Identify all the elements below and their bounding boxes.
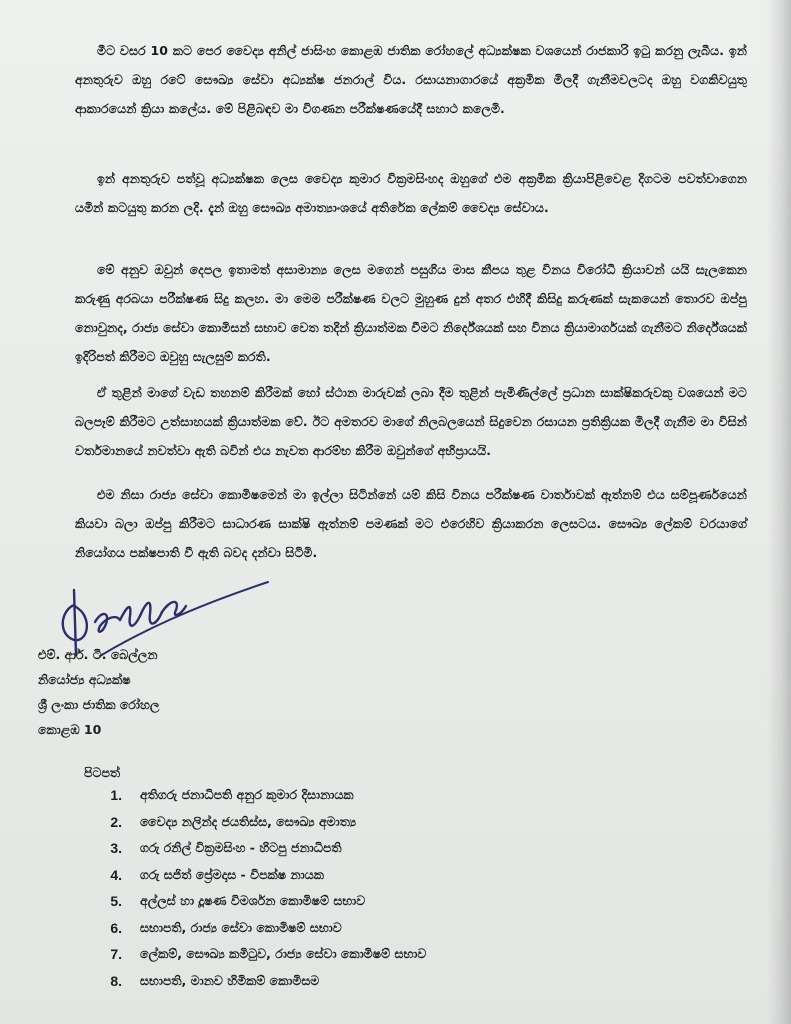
copies-item-number: 6. [110, 919, 122, 936]
copies-list [82, 782, 426, 994]
copies-list-item [82, 809, 426, 836]
copies-item-number: 2. [110, 813, 122, 830]
copies-list-item [82, 941, 426, 968]
signatory-city: කොළඹ 10 [38, 722, 102, 737]
copies-list-item [82, 968, 426, 995]
paragraph-5 [75, 480, 747, 567]
copies-item-text: ලේකම්, සෞඛ්‍ය කමිටුව, රාජ්‍ය සේවා කොමිෂම් සභාව [140, 946, 427, 962]
copies-item-text: වෛද්‍ය නලින්ද ජයතිස්ස, සෞඛ්‍ය අමාත්‍ය [140, 813, 357, 829]
paragraph-3-text: මේ අනුව ඔවුන් දෙපල ඉතාමත් අසාමාන්‍ය ලෙස මගෙන් පසුගිය මාස කීපය තුළ විනය විරෝධී ක්‍රියාවන් යයි සැලකෙන කරුණු අරබයා පරීක්ෂණ සිදු කලහ. මා මෙම පරීක්ෂණ වලට මුහුණ දුන් අතර එහිදී කිසිදු කරුණක් සැකයෙන් තොරව ඔප්පු නොවුනද, රාජ්‍ය සේවා කොමිසන් සභාව වෙත තදින් ක්‍රියාත්මක වීමට නිර්දේශයක් සහ විනය ක්‍රියාමාර්ගයක් ගැනීමට නිර්දේශයක් ඉදිරිපත් කිරීමට ඔවුහු සැලසුම් කරති. [75, 262, 747, 364]
copies-item-number: 1. [110, 787, 122, 804]
paragraph-2-text: ඉන් අනතුරුව පත්වූ අධ්‍යක්ෂක ලෙස වෛද්‍ය කුමාර වික්‍රමසිංහද ඔහුගේ එම අක්‍රමික ක්‍රියාපිළිවෙළ දිගටම පවත්වාගෙන යමින් කටයුතු කරන ලදි. දැන් ඔහු සෞඛ්‍ය අමාත්‍යාංශයේ අතිරේක ලේකම් වෛද්‍ය සේවාය. [75, 171, 747, 215]
paragraph-1 [75, 36, 747, 123]
paper-edge-shadow [767, 0, 791, 1024]
copies-item-text: සභාපති, මානව හිමිකම් කොමිසම [140, 972, 320, 988]
copies-item-number: 4. [110, 866, 122, 883]
copies-list-item [82, 835, 426, 862]
paragraph-4-text: ඒ තුළින් මාගේ වැඩ තහනම් කිරීමක් හෝ ස්ථාන මාරුවක් ලබා දීම තුළින් පැමිණිල්ලේ ප්‍රධාන සාක්ෂිකරුවකු වශයෙන් මට බලපෑම් කිරීමට උත්සාහයක් ක්‍රියාත්මක වේ. ඊට අමතරව මාගේ නිලබලයෙන් සිදුවෙන රසායන ප්‍රතික්‍රියක මිලදී ගැනීම මා විසින් වර්තමානයේ නවත්වා ඇති බවින් එය නැවත ආරම්භ කිරීම ඔවුන්ගේ අභිප්‍රායයි. [75, 385, 747, 458]
paragraph-3 [75, 255, 747, 371]
paragraph-5-text: එම නිසා රාජ්‍ය සේවා කොමිෂමෙන් මා ඉල්ලා සිටින්නේ යම් කිසි විනය පරීක්ෂණ වාර්තාවක් ඇත්නම් එය සම්පූර්ණයෙන් කියවා බලා ඔප්පු කිරීමට සාධාරණ සාක්ෂි ඇත්නම් පමණක් මට එරෙහිව ක්‍රියාකරන ලෙසටය. සෞඛ්‍ය ලේකම් වරයාගේ නියෝගය පක්ෂපාති වී ඇති බවද දන්වා සිටිමි. [75, 487, 747, 560]
copies-item-text: සභාපති, රාජ්‍ය සේවා කොමිෂම් සභාව [140, 919, 342, 935]
signatory-institution: ශ්‍රී ලංකා ජාතික රෝහල [38, 697, 160, 712]
copies-heading: පිටපත් [84, 765, 121, 780]
copies-item-number: 3. [110, 840, 122, 857]
copies-list-item [82, 888, 426, 915]
copies-list-item [82, 915, 426, 942]
copies-item-number: 8. [110, 972, 122, 989]
copies-list-item [82, 862, 426, 889]
copies-item-text: ගරු සජිත් ප්‍රේමදාස - විපක්ෂ නායක [140, 866, 324, 882]
paragraph-2 [75, 164, 747, 222]
copies-item-text: අතිගරු ජනාධිපති අනුර කුමාර දිසානායක [140, 787, 354, 803]
paragraph-1-text: මීට වසර 10 කට පෙර වෛද්‍ය අනිල් ජාසිංහ කොළඹ ජාතික රෝහලේ අධ්‍යක්ෂක වශයෙන් රාජකාරි ඉටු කරනු ලැබීය. ඉන් අනතුරුව ඔහු රටේ සෞඛ්‍ය සේවා අධ්‍යක්ෂ ජනරාල් විය. රසායනාගාරයේ අක්‍රමික මිලදී ගැනීමවලටද ඔහු වගකිවයුතු ආකාරයෙන් ක්‍රියා කලේය. මේ පිළිබඳව මා විගණන පරීක්ෂණයේදී සහාථ කලෙමි. [75, 43, 747, 116]
copies-item-number: 7. [110, 946, 122, 963]
copies-item-number: 5. [110, 893, 122, 910]
copies-item-text: අල්ලස් හා දූෂණ විමර්ශන කොමිෂම් සභාව [140, 893, 366, 909]
copies-list-item [82, 782, 426, 809]
copies-item-text: ගරු රනිල් වික්‍රමසිංහ - හිටපු ජනාධිපති [140, 840, 342, 856]
signatory-name: එම්. ආර්. ටී. බෙල්ලන [38, 647, 158, 662]
signatory-title: නියෝජ්‍ය අධ්‍යක්ෂ [38, 672, 131, 687]
paragraph-4 [75, 378, 747, 465]
